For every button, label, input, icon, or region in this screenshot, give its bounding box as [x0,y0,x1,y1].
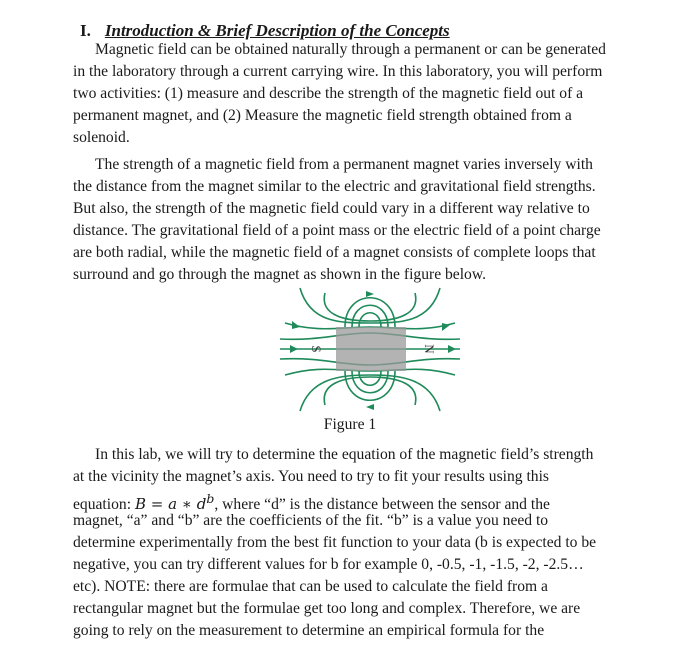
text-span: equation: [73,496,135,513]
text-line: surround and go through the magnet as shown in the figure below. [73,266,487,283]
text-line: Magnetic field can be obtained naturally through a permanent or can be generated [95,41,606,58]
bar-magnet [336,327,406,371]
equation-exponent: b [206,491,215,506]
magnetic-field-figure [270,283,470,418]
text-line: going to rely on the measurement to determine an empirical formula for the [73,622,545,639]
equation-base: B = a ∗ d [134,495,207,513]
north-pole-label: N [422,344,437,354]
figure-caption: Figure 1 [323,416,377,433]
text-line: negative, you can try different values for b for example 0, -0.5, -1, -1.5, -2, -2.5… [73,556,584,573]
text-line: permanent magnet, and (2) Measure the magnetic field strength obtained from a [73,107,572,124]
text-line: two activities: (1) measure and describe the strength of the magnetic field out of a [73,85,584,102]
paragraph-lab-method [73,444,673,642]
text-line: determine experimentally from the best fit function to your data (b is expected to be [73,534,597,551]
equation-line [73,488,673,513]
text-line: in the laboratory through a current carrying wire. In this laboratory, you will perform [73,63,603,80]
text-line: rectangular magnet but the formulae get too long and complex. Therefore, we are [73,600,581,617]
text-line: solenoid. [73,129,130,146]
section-title: Introduction & Brief Description of the Concepts [104,21,450,40]
text-line: The strength of a magnetic field from a permanent magnet varies inversely with [95,156,593,173]
south-pole-label: S [309,345,324,353]
paragraph-intro [73,39,673,149]
text-span: , where “d” is the distance between the sensor and the [214,496,550,513]
text-line: the distance from the magnet similar to the electric and gravitational field strengths. [73,178,596,195]
text-line: But also, the strength of the magnetic field could vary in a different way relative to [73,200,590,217]
text-line: are both radial, while the magnetic field of a magnet consists of complete loops that [73,244,596,261]
text-line: distance. The gravitational field of a point mass or the electric field of a point charge [73,222,601,239]
section-heading [80,21,450,41]
text-line: at the vicinity the magnet’s axis. You need to try to fit your results using this [73,468,549,485]
text-line: etc). NOTE: there are formulae that can be used to calculate the field from a [73,578,548,595]
text-line: In this lab, we will try to determine the equation of the magnetic field’s strength [95,446,594,463]
paragraph-field-strength [73,154,673,286]
text-line: magnet, “a” and “b” are the coefficients of the fit. “b” is a value you need to [73,512,549,529]
section-number: I. [80,21,91,40]
